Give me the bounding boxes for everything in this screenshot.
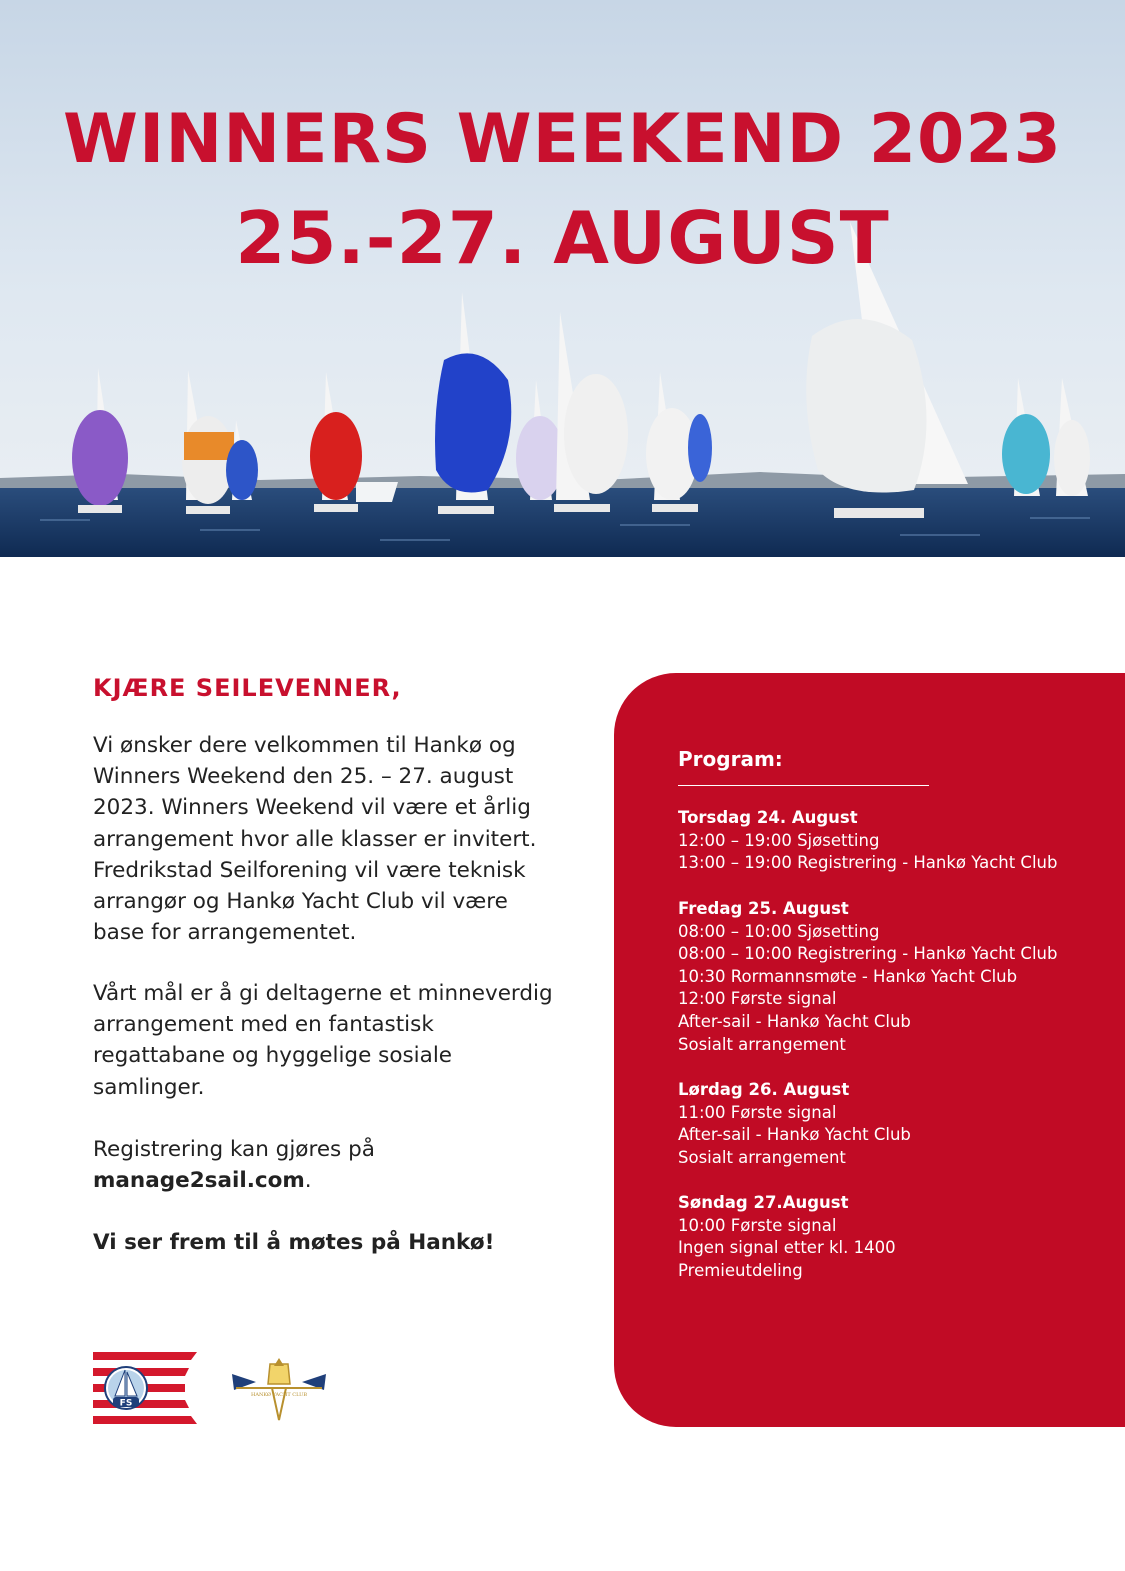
program-item: Ingen signal etter kl. 1400 (678, 1238, 896, 1258)
program-item: Sosialt arrangement (678, 1034, 846, 1054)
program-item: Sosialt arrangement (678, 1147, 846, 1167)
program-day (678, 1192, 1118, 1282)
svg-text:HANKØ YACHT CLUB: HANKØ YACHT CLUB (250, 1392, 308, 1398)
hanko-yacht-club-logo (226, 1354, 332, 1424)
registration-text: Registrering kan gjøres på (93, 1137, 375, 1162)
hero-dates: 25.-27. AUGUST (235, 196, 890, 280)
program-item: After-sail - Hankø Yacht Club (678, 1011, 911, 1031)
program-item: Premieutdeling (678, 1260, 803, 1280)
program-title: Program: (678, 747, 783, 771)
hero-title: WINNERS WEEKEND 2023 (63, 100, 1062, 179)
program-item: 12:00 – 19:00 Sjøsetting (678, 830, 880, 850)
intro-paragraph: Vi ønsker dere velkommen til Hankø og Winners Weekend den 25. – 27. august 2023. Winners Weekend vil være et årlig arrangement hvor alle klasser er invitert. Fredrikstad Seilforening vil være teknisk arrangør og Hankø Yacht Club vil være base for arrangementet. (93, 733, 537, 946)
svg-text:FS: FS (119, 1398, 133, 1409)
program-panel (614, 673, 1125, 1427)
goal-paragraph: Vårt mål er å gi deltagerne et minneverdig arrangement med en fantastisk regattabane og hyggelige sosiale samlinger. (93, 981, 553, 1100)
program-item: 08:00 – 10:00 Sjøsetting (678, 921, 880, 941)
greeting-heading: KJÆRE SEILEVENNER, (93, 674, 402, 702)
hero-photo (0, 0, 1125, 557)
day-heading: Lørdag 26. August (678, 1080, 850, 1099)
program-day (678, 898, 1118, 1056)
day-heading: Søndag 27.August (678, 1193, 849, 1212)
program-divider (678, 785, 929, 786)
closing-line: Vi ser frem til å møtes på Hankø! (93, 1230, 495, 1255)
program-day (678, 807, 1118, 875)
day-heading: Torsdag 24. August (678, 808, 858, 827)
fredrikstad-seilforening-logo (93, 1352, 197, 1424)
program-item: 12:00 Første signal (678, 989, 837, 1009)
program-item: 13:00 – 19:00 Registrering - Hankø Yacht Club (678, 853, 1058, 873)
program-item: 10:30 Rormannsmøte - Hankø Yacht Club (678, 966, 1018, 986)
registration-link[interactable]: manage2sail.com (93, 1168, 305, 1194)
program-item: 10:00 Første signal (678, 1215, 837, 1235)
registration-paragraph (93, 1134, 563, 1196)
program-item: 11:00 Første signal (678, 1102, 837, 1122)
registration-period: . (304, 1168, 312, 1194)
program-item: After-sail - Hankø Yacht Club (678, 1125, 911, 1145)
day-heading: Fredag 25. August (678, 899, 849, 918)
program-item: 08:00 – 10:00 Registrering - Hankø Yacht Club (678, 944, 1058, 964)
program-day (678, 1079, 1118, 1169)
